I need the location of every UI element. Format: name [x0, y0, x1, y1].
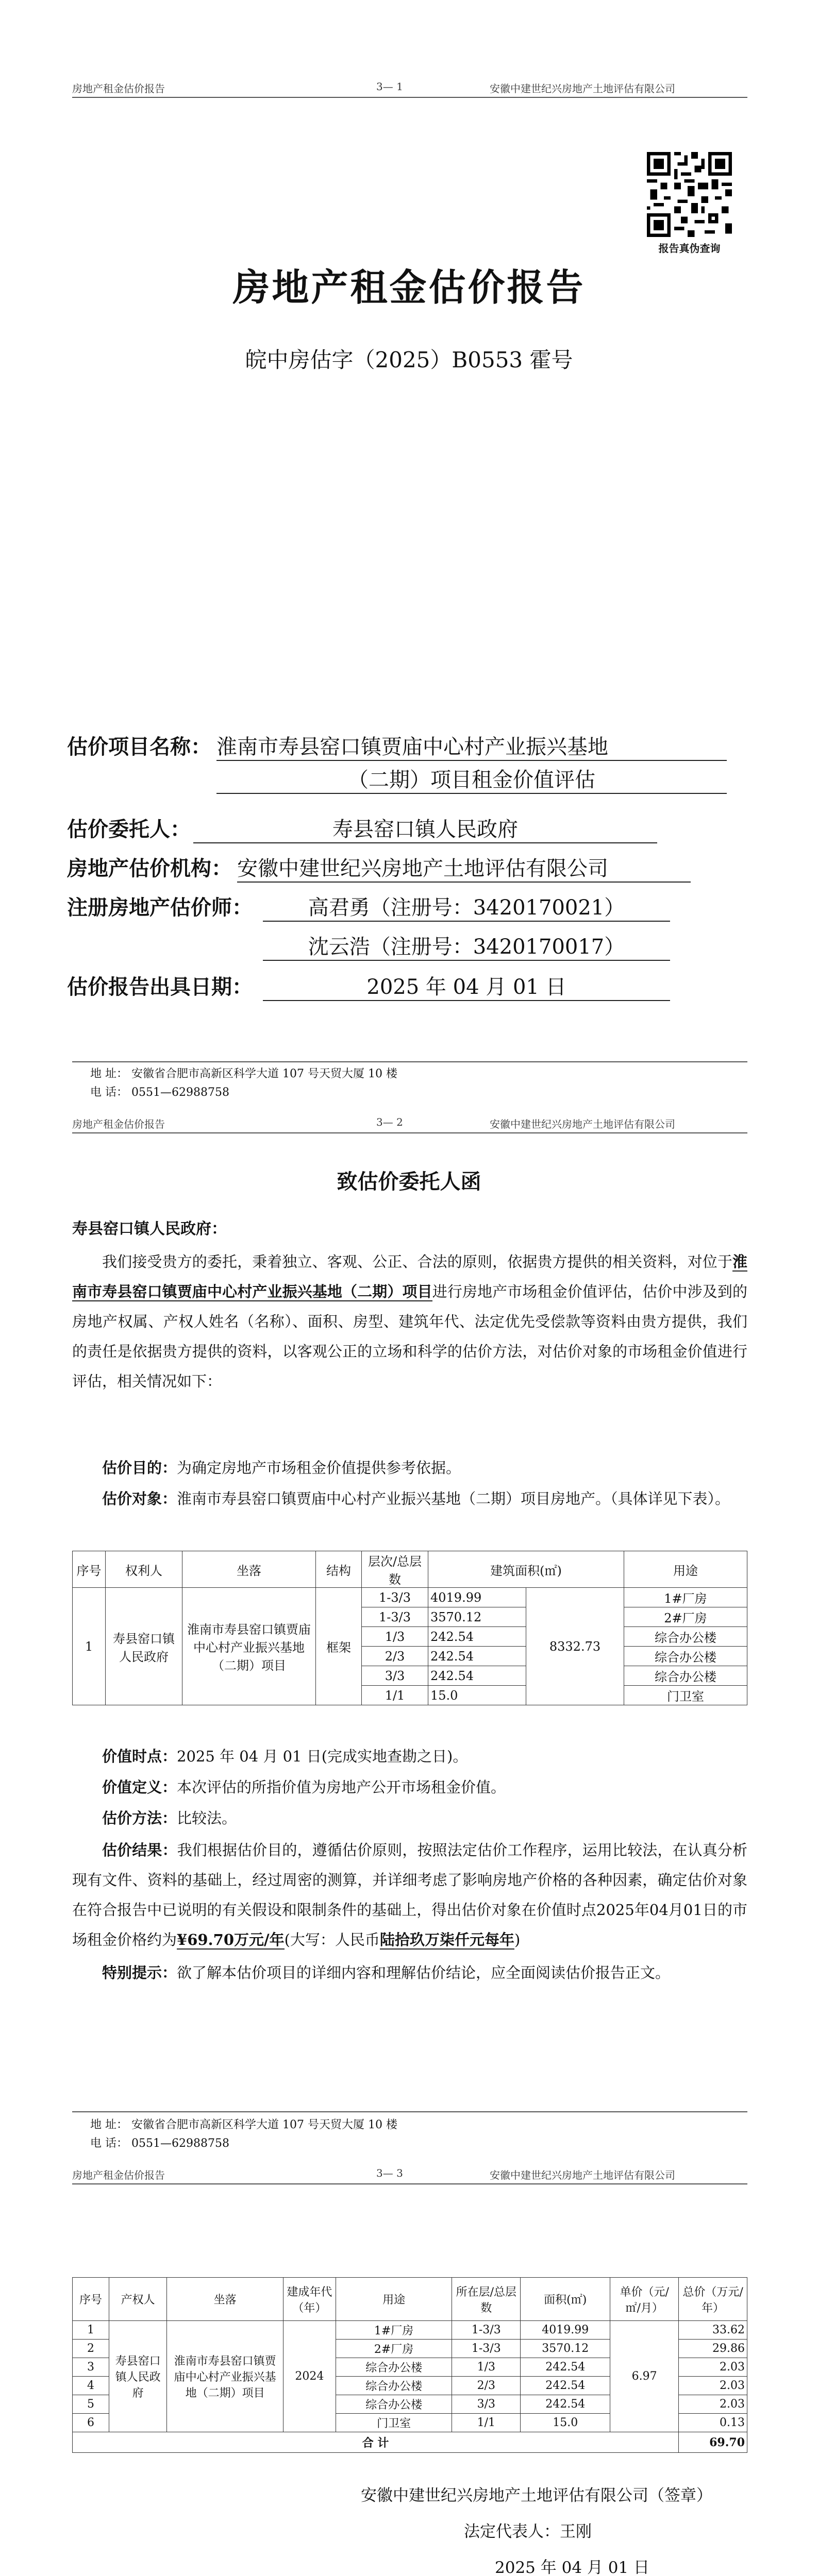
signature-date: 2025 年 04 月 01 日 [495, 2558, 650, 2576]
cell-area: 4019.99 [521, 2321, 610, 2340]
letter-title: 致估价委托人函 [337, 1170, 481, 1194]
report-number: 皖中房估字（2025）B0553 霍号 [245, 347, 573, 372]
col-owner: 权利人 [106, 1551, 182, 1588]
agency-value: 安徽中建世纪兴房地产土地评估有限公司 [237, 852, 691, 883]
cell-floor: 1-3/3 [362, 1588, 428, 1607]
sum-label: 合 计 [73, 2432, 679, 2453]
cell-floor: 1-3/3 [452, 2321, 521, 2340]
cell-floor: 1-3/3 [362, 1607, 428, 1627]
cell-location: 淮南市寿县窑口镇贾庙中心村产业振兴基地（二期）项目 [167, 2321, 283, 2432]
cell-use: 综合办公楼 [336, 2395, 452, 2414]
cell-location: 淮南市寿县窑口镇贾庙中心村产业振兴基地（二期）项目 [182, 1588, 316, 1705]
letter-special-note: 特别提示：欲了解本估价项目的详细内容和理解估价结论，应全面阅读估价报告正文。 [102, 1964, 671, 1981]
page2-header-rule [72, 1132, 747, 1133]
col-year: 建成年代（年） [283, 2278, 336, 2321]
cell-use: 1#厂房 [624, 1588, 747, 1607]
col-floor: 层次/总层数 [362, 1551, 428, 1588]
cell-floor: 1/3 [362, 1627, 428, 1647]
cell-total: 0.13 [679, 2414, 747, 2432]
col-total: 总价（万元/年） [679, 2278, 747, 2321]
report-date-label: 估价报告出具日期： [67, 975, 253, 999]
col-structure: 结构 [316, 1551, 362, 1588]
col-use: 用途 [624, 1551, 747, 1588]
cell-year: 2024 [283, 2321, 336, 2432]
page3-header-page: 3— 3 [376, 2167, 403, 2179]
cell-use: 综合办公楼 [336, 2358, 452, 2377]
page1-footer-rule [72, 1061, 747, 1062]
col-area: 面积(㎡) [521, 2278, 610, 2321]
cell-use: 综合办公楼 [624, 1647, 747, 1666]
cell-use: 2#厂房 [336, 2340, 452, 2358]
cell-use: 综合办公楼 [624, 1666, 747, 1686]
col-unit-price: 单价（元/㎡/月） [610, 2278, 679, 2321]
cell-floor: 3/3 [452, 2395, 521, 2414]
cell-owner: 寿县窑口镇人民政府 [106, 1588, 182, 1705]
col-floor: 所在层/总层数 [452, 2278, 521, 2321]
page1-footer-phone: 电 话： 0551—62988758 [90, 1086, 229, 1099]
cell-floor: 2/3 [452, 2377, 521, 2395]
cell-seq: 1 [73, 2321, 109, 2340]
letter-object: 估价对象：淮南市寿县窑口镇贾庙中心村产业振兴基地（二期）项目房地产。（具体详见下表）。 [102, 1490, 730, 1507]
page2-footer-rule [72, 2111, 747, 2112]
cell-seq: 1 [73, 1588, 106, 1705]
letter-addressee: 寿县窑口镇人民政府： [72, 1220, 227, 1238]
project-name-line2: （二期）项目租金价值评估 [216, 764, 727, 794]
col-location: 坐落 [167, 2278, 283, 2321]
cell-total: 2.03 [679, 2377, 747, 2395]
cell-area: 15.0 [428, 1686, 526, 1705]
legal-representative: 法定代表人：王刚 [464, 2522, 592, 2541]
client-label: 估价委托人： [67, 817, 191, 841]
cell-area: 3570.12 [428, 1607, 526, 1627]
company-signature: 安徽中建世纪兴房地产土地评估有限公司（签章） [361, 2486, 712, 2505]
client-value: 寿县窑口镇人民政府 [193, 813, 657, 843]
qr-caption: 报告真伪查询 [658, 242, 721, 255]
letter-method: 估价方法：比较法。 [102, 1809, 237, 1827]
cell-use: 2#厂房 [624, 1607, 747, 1627]
cell-use: 1#厂房 [336, 2321, 452, 2340]
appraiser-1: 高君勇（注册号：3420170021） [263, 891, 670, 922]
project-name-label: 估价项目名称： [67, 735, 211, 759]
report-title: 房地产租金估价报告 [232, 265, 586, 309]
qr-code-icon[interactable] [647, 152, 732, 237]
page1-header-rule [72, 97, 747, 98]
cell-floor: 3/3 [362, 1666, 428, 1686]
cell-area: 4019.99 [428, 1588, 526, 1607]
cell-use: 综合办公楼 [624, 1627, 747, 1647]
page3-header-right: 安徽中建世纪兴房地产土地评估有限公司 [490, 2169, 675, 2181]
cell-floor: 1/1 [452, 2414, 521, 2432]
page2-header-left: 房地产租金估价报告 [72, 1118, 165, 1130]
valuation-table [72, 2277, 747, 2453]
page2-header-right: 安徽中建世纪兴房地产土地评估有限公司 [490, 1118, 675, 1130]
letter-purpose: 估价目的：为确定房地产市场租金价值提供参考依据。 [102, 1459, 461, 1477]
appraiser-2: 沈云浩（注册号：3420170017） [263, 930, 670, 961]
cell-structure: 框架 [316, 1588, 362, 1705]
page2-footer-phone: 电 话： 0551—62988758 [90, 2137, 229, 2150]
col-seq: 序号 [73, 2278, 109, 2321]
project-name-line1: 淮南市寿县窑口镇贾庙中心村产业振兴基地 [216, 731, 727, 761]
col-area: 建筑面积(㎡) [428, 1551, 624, 1588]
page1-header-left: 房地产租金估价报告 [72, 82, 165, 95]
cell-area: 3570.12 [521, 2340, 610, 2358]
letter-value-definition: 价值定义：本次评估的所指价值为房地产公开市场租金价值。 [102, 1778, 506, 1796]
col-use: 用途 [336, 2278, 452, 2321]
cell-seq: 3 [73, 2358, 109, 2377]
col-owner: 产权人 [109, 2278, 167, 2321]
report-date-value: 2025 年 04 月 01 日 [263, 971, 670, 1001]
cell-total: 2.03 [679, 2395, 747, 2414]
col-location: 坐落 [182, 1551, 316, 1588]
cell-use: 门卫室 [336, 2414, 452, 2432]
cell-seq: 6 [73, 2414, 109, 2432]
cell-owner: 寿县窑口镇人民政府 [109, 2321, 167, 2432]
cell-floor: 1-3/3 [452, 2340, 521, 2358]
object-table [72, 1551, 747, 1705]
page2-footer-address: 地 址： 安徽省合肥市高新区科学大道 107 号天贸大厦 10 楼 [90, 2119, 397, 2131]
cell-seq: 2 [73, 2340, 109, 2358]
cell-total: 29.86 [679, 2340, 747, 2358]
cell-total: 2.03 [679, 2358, 747, 2377]
cell-floor: 2/3 [362, 1647, 428, 1666]
cell-total-area: 8332.73 [526, 1588, 624, 1705]
cell-floor: 1/3 [452, 2358, 521, 2377]
page3-header-rule [72, 2183, 747, 2184]
cell-area: 242.54 [521, 2377, 610, 2395]
appraiser-label: 注册房地产估价师： [67, 895, 253, 920]
cell-use: 门卫室 [624, 1686, 747, 1705]
letter-intro: 我们接受贵方的委托，秉着独立、客观、公正、合法的原则，依据贵方提供的相关资料，对位于淮南市寿县窑口镇贾庙中心村产业振兴基地（二期）项目进行房地产市场租金价值评估，估价中涉及到的房地产权属、产权人姓名（名称）、面积、房型、建筑年代、法定优先受偿款等资料由贵方提供，我们的责任是依据贵方提供的资料，以客观公正的立场和科学的估价方法，对估价对象的市场租金价值进行评估，相关情况如下： [72, 1253, 747, 1390]
cell-area: 15.0 [521, 2414, 610, 2432]
cell-area: 242.54 [521, 2395, 610, 2414]
cell-area: 242.54 [428, 1647, 526, 1666]
cell-seq: 5 [73, 2395, 109, 2414]
cell-floor: 1/1 [362, 1686, 428, 1705]
page2-header-page: 3— 2 [376, 1116, 403, 1128]
letter-result: 估价结果：我们根据估价目的，遵循估价原则，按照法定估价工作程序，运用比较法，在认真分析现有文件、资料的基础上，经过周密的测算，并详细考虑了影响房地产价格的各种因素，确定估价对象在符合报告中已说明的有关假设和限制条件的基础上，得出估价对象在价值时点2025年04月01日的市场租金价格约为¥69.70万元/年(大写：人民币陆拾玖万柒仟元每年) [72, 1841, 747, 1948]
sum-value: 69.70 [679, 2432, 747, 2453]
letter-value-time: 价值时点：2025 年 04 月 01 日(完成实地查勘之日)。 [102, 1748, 468, 1765]
page1-header-page: 3— 1 [376, 80, 403, 93]
col-seq: 序号 [73, 1551, 106, 1588]
cell-area: 242.54 [521, 2358, 610, 2377]
cell-use: 综合办公楼 [336, 2377, 452, 2395]
cell-total: 33.62 [679, 2321, 747, 2340]
cell-unit-price: 6.97 [610, 2321, 679, 2432]
cell-area: 242.54 [428, 1666, 526, 1686]
page1-footer-address: 地 址： 安徽省合肥市高新区科学大道 107 号天贸大厦 10 楼 [90, 1067, 397, 1080]
page1-header-right: 安徽中建世纪兴房地产土地评估有限公司 [490, 82, 675, 95]
agency-label: 房地产估价机构： [67, 856, 232, 880]
cell-seq: 4 [73, 2377, 109, 2395]
page3-header-left: 房地产租金估价报告 [72, 2169, 165, 2181]
cell-area: 242.54 [428, 1627, 526, 1647]
